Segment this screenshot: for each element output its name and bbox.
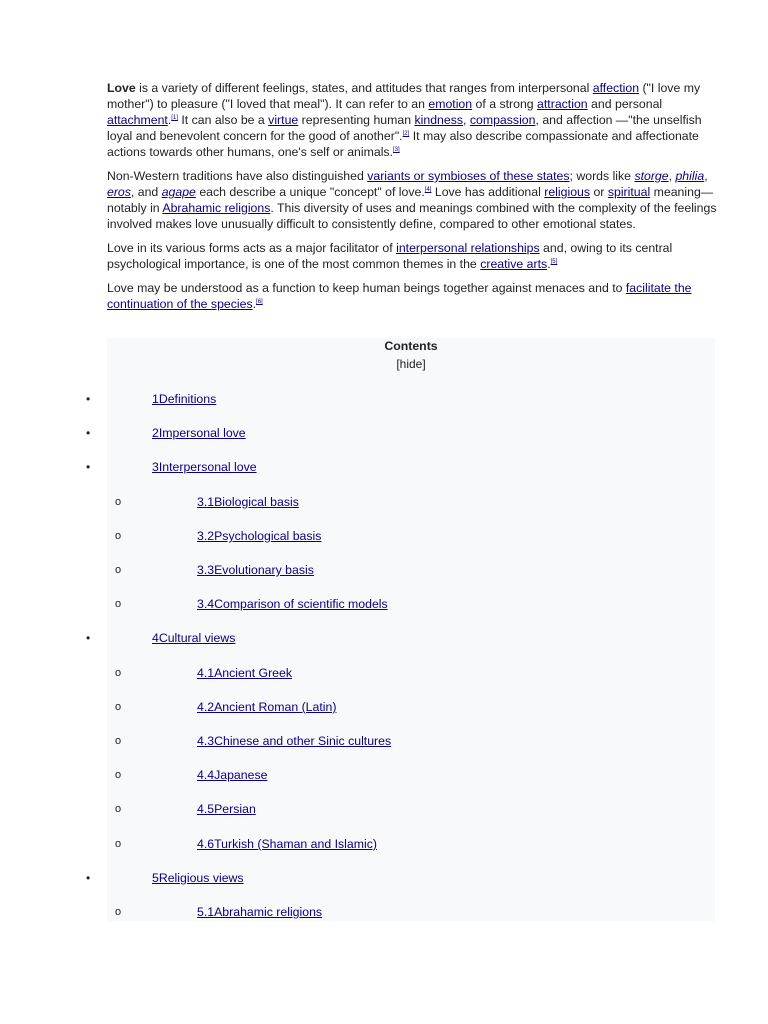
text-with-reference <box>196 185 432 199</box>
bullet-circle: o <box>115 735 122 747</box>
bullet-circle: o <box>115 667 122 679</box>
toc-link[interactable]: 4Cultural views <box>152 631 236 645</box>
toc-link[interactable]: 5Religious views <box>152 871 244 885</box>
bullet-circle: o <box>115 838 122 850</box>
text-run: Love has additional <box>431 185 545 199</box>
toc-hide-label[interactable]: [hide] <box>396 357 426 371</box>
toc-title: Contents <box>384 339 438 353</box>
toc-link[interactable]: 4.3Chinese and other Sinic cultures <box>197 734 392 748</box>
text-run: ; words like <box>569 169 635 183</box>
citation-link[interactable]: [2] <box>402 130 410 137</box>
text-run: Love in its various forms acts as a major facilitator of <box>107 241 397 255</box>
bullet-disc: • <box>86 426 91 440</box>
paragraph-1 <box>107 80 717 160</box>
paragraph-4 <box>107 280 717 312</box>
text-run: representing human <box>298 113 415 127</box>
text-run: ("I love my mother") to pleasure ("I loved that meal"). It can refer to an <box>107 81 701 111</box>
text-run: of a strong <box>472 97 538 111</box>
text-run: It can also be a <box>177 113 269 127</box>
article-link[interactable]: storge <box>634 169 669 183</box>
text-run: . This diversity of uses and meanings combined with the complexity of the feelings involved makes love unusually difficult to consistently define, compared to other emotional states. <box>107 201 717 231</box>
article-link[interactable]: eros <box>107 185 131 199</box>
bullet-circle: o <box>115 906 122 918</box>
article-link[interactable]: facilitate the continuation of the species <box>107 281 692 311</box>
citation-link[interactable]: [4] <box>424 186 432 193</box>
toc-link[interactable]: 2Impersonal love <box>152 426 246 440</box>
text-run: is a variety of different feelings, states, and attitudes that ranges from interpersonal <box>135 81 593 95</box>
toc-link[interactable]: 3.3Evolutionary basis <box>197 563 314 577</box>
article-link[interactable]: creative arts <box>480 257 548 271</box>
article-link[interactable]: interpersonal relationships <box>396 241 540 255</box>
citation-link[interactable]: [5] <box>550 258 558 265</box>
article-link[interactable]: variants or symbioses of these states <box>367 169 570 183</box>
toc-link[interactable]: 4.6Turkish (Shaman and Islamic) <box>197 837 377 851</box>
bullet-circle: o <box>115 769 122 781</box>
article-link[interactable]: compassion <box>469 113 536 127</box>
article-link[interactable]: Abrahamic religions <box>162 201 271 215</box>
bullet-disc: • <box>86 871 91 885</box>
article-link[interactable]: spiritual <box>607 185 651 199</box>
text-run: Non-Western traditions have also distinguished <box>107 169 368 183</box>
text-run: and personal <box>587 97 663 111</box>
article-link[interactable]: philia <box>675 169 705 183</box>
bullet-circle: o <box>115 803 122 815</box>
text-run: , <box>668 169 676 183</box>
bullet-circle: o <box>115 598 122 610</box>
bullet-circle: o <box>115 564 122 576</box>
article-subject: Love <box>107 81 136 95</box>
article-body <box>107 80 717 320</box>
toc-link[interactable]: 3.2Psychological basis <box>197 529 322 543</box>
article-link[interactable]: agape <box>161 185 196 199</box>
text-run: , <box>704 169 708 183</box>
citation-link[interactable]: [1] <box>171 114 178 121</box>
text-run: , <box>463 113 470 127</box>
text-run: or <box>590 185 608 199</box>
toc-link[interactable]: 4.4Japanese <box>197 768 268 782</box>
text-run: It may also describe compassionate and affectionate actions towards other humans, one's self or animals. <box>107 129 699 159</box>
toc-link[interactable]: 3.4Comparison of scientific models <box>197 597 388 611</box>
toc-link[interactable]: 4.5Persian <box>197 802 256 816</box>
toc-link[interactable]: 3.1Biological basis <box>197 495 299 509</box>
reference-group: .[5] <box>547 257 558 271</box>
bullet-circle: o <box>115 701 122 713</box>
paragraph-3 <box>107 240 717 272</box>
article-link[interactable]: attraction <box>537 97 588 111</box>
reference-group: .[1] <box>167 113 178 127</box>
article-link[interactable]: emotion <box>428 97 473 111</box>
text-run: and, owing to its central psychological importance, is one of the most common themes in the <box>107 241 673 271</box>
citation-link[interactable]: [3] <box>393 146 400 153</box>
article-link[interactable]: religious <box>544 185 591 199</box>
toc-link[interactable]: 3Interpersonal love <box>152 460 257 474</box>
paragraph-2 <box>107 168 717 232</box>
reference-group: .[6] <box>252 297 263 311</box>
text-run: , and <box>130 185 162 199</box>
bullet-circle: o <box>115 530 122 542</box>
toc-link[interactable]: 5.1Abrahamic religions <box>197 905 323 919</box>
bullet-disc: • <box>86 392 91 406</box>
text-run: Love may be understood as a function to keep human beings together against menaces and to <box>107 281 626 295</box>
article-link[interactable]: attachment <box>107 113 168 127</box>
text-run: , and affection —"the unselfish loyal and benevolent concern for the good of another". <box>107 113 702 143</box>
toc-link[interactable]: 4.1Ancient Greek <box>197 666 293 680</box>
bullet-disc: • <box>86 631 91 645</box>
article-link[interactable]: virtue <box>268 113 299 127</box>
bullet-circle: o <box>115 496 122 508</box>
citation-link[interactable]: [6] <box>256 298 263 305</box>
bullet-disc: • <box>86 460 91 474</box>
text-run: meaning—notably in <box>107 185 714 215</box>
text-run: each describe a unique "concept" of love. <box>195 185 425 199</box>
article-link[interactable]: affection <box>592 81 640 95</box>
toc-link[interactable]: 4.2Ancient Roman (Latin) <box>197 700 337 714</box>
toc-hide-toggle[interactable] <box>107 357 715 371</box>
article-link[interactable]: kindness <box>414 113 464 127</box>
toc-link[interactable]: 1Definitions <box>152 392 217 406</box>
